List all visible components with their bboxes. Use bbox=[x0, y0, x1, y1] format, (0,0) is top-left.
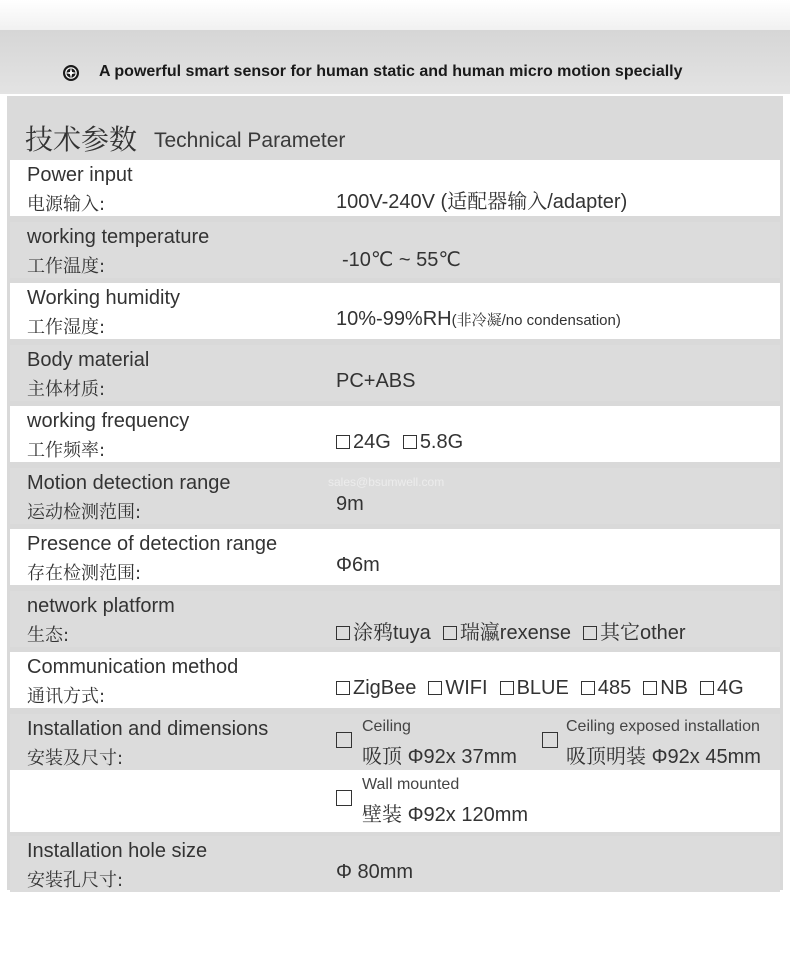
option-zigbee: ZigBee bbox=[336, 677, 416, 699]
checkbox-icon bbox=[700, 681, 714, 695]
banner bbox=[0, 30, 790, 94]
row-label-cn: 存在检测范围: bbox=[27, 563, 142, 584]
row-value: Φ6m bbox=[336, 554, 380, 576]
frequency-options bbox=[336, 431, 475, 454]
row-value: 100V-240V (适配器输入/adapter) bbox=[336, 191, 628, 213]
row-label-en: Working humidity bbox=[27, 287, 181, 309]
checkbox-icon bbox=[500, 681, 514, 695]
checkbox-icon bbox=[643, 681, 657, 695]
spec-row-body-material bbox=[10, 345, 780, 401]
row-value: Φ 80mm bbox=[336, 861, 414, 883]
header-title-cn: 技术参数 bbox=[25, 123, 138, 156]
row-label-en: Body material bbox=[27, 349, 150, 371]
humidity-note: (非冷凝/no condensation) bbox=[451, 312, 621, 329]
checkbox-icon bbox=[583, 626, 597, 640]
option-5-8g: 5.8G bbox=[403, 431, 463, 453]
spec-header bbox=[7, 96, 783, 160]
spec-row-communication-method bbox=[10, 652, 780, 708]
checkbox-icon bbox=[336, 435, 350, 449]
row-label-cn: 安装孔尺寸: bbox=[27, 870, 124, 891]
checkbox-icon bbox=[336, 626, 350, 640]
row-label-en: working frequency bbox=[27, 410, 190, 432]
option-wifi: WIFI bbox=[428, 677, 487, 699]
spec-row-working-temperature bbox=[10, 222, 780, 278]
ceiling-spec: 吸顶 Φ92x 37mm bbox=[362, 746, 517, 768]
checkbox-icon bbox=[336, 732, 352, 748]
watermark: sales@bsumwell.com bbox=[328, 475, 445, 489]
top-band bbox=[0, 0, 790, 30]
wall-spec: 壁装 Φ92x 120mm bbox=[362, 804, 529, 826]
option-rexense: 瑞瀛rexense bbox=[443, 622, 571, 644]
row-value bbox=[336, 308, 621, 331]
row-label-cn: 工作湿度: bbox=[27, 317, 106, 338]
option-24g: 24G bbox=[336, 431, 391, 453]
checkbox-icon bbox=[581, 681, 595, 695]
row-value: -10℃ ~ 55℃ bbox=[342, 249, 461, 271]
row-label-cn: 运动检测范围: bbox=[27, 502, 142, 523]
header-title-en: Technical Parameter bbox=[154, 129, 346, 152]
row-label-cn: 安装及尺寸: bbox=[27, 748, 124, 769]
spec-row-installation-hole-size bbox=[10, 836, 780, 892]
row-label-cn: 工作温度: bbox=[27, 256, 106, 277]
row-label-en: working temperature bbox=[27, 226, 210, 248]
row-label-cn: 通讯方式: bbox=[27, 686, 106, 707]
checkbox-icon bbox=[403, 435, 417, 449]
checkbox-icon bbox=[428, 681, 442, 695]
row-label-cn: 主体材质: bbox=[27, 379, 106, 400]
spec-panel bbox=[7, 96, 783, 890]
row-label-en: Installation and dimensions bbox=[27, 718, 269, 740]
communication-options bbox=[336, 677, 744, 700]
humidity-range: 10%-99%RH bbox=[336, 308, 452, 330]
row-value: 9m bbox=[336, 493, 364, 515]
spec-row-network-platform bbox=[10, 591, 780, 647]
compass-bullet-icon bbox=[62, 64, 80, 82]
ceiling-label-en: Ceiling bbox=[362, 718, 411, 735]
spec-row-working-frequency bbox=[10, 406, 780, 462]
option-4g: 4G bbox=[700, 677, 744, 699]
option-485: 485 bbox=[581, 677, 631, 699]
option-tuya: 涂鸦tuya bbox=[336, 622, 431, 644]
banner-text: A powerful smart sensor for human static and human micro motion specially bbox=[99, 63, 683, 80]
row-label-en: Presence of detection range bbox=[27, 533, 278, 555]
wall-label-en: Wall mounted bbox=[362, 776, 460, 793]
row-label-en: Communication method bbox=[27, 656, 239, 678]
ceiling-exposed-spec: 吸顶明装 Φ92x 45mm bbox=[566, 746, 761, 768]
ceiling-exposed-label-en: Ceiling exposed installation bbox=[566, 718, 760, 735]
checkbox-icon bbox=[336, 790, 352, 806]
spec-row-power-input bbox=[10, 160, 780, 216]
spec-row-installation-wall bbox=[10, 770, 780, 832]
row-label-cn: 生态: bbox=[27, 625, 70, 646]
option-blue: BLUE bbox=[500, 677, 569, 699]
row-label-en: Motion detection range bbox=[27, 472, 231, 494]
checkbox-icon bbox=[443, 626, 457, 640]
row-label-en: network platform bbox=[27, 595, 175, 617]
row-label-cn: 工作频率: bbox=[27, 440, 106, 461]
checkbox-icon bbox=[542, 732, 558, 748]
spec-row-presence-detection-range bbox=[10, 529, 780, 585]
option-other: 其它other bbox=[583, 622, 686, 644]
row-label-en: Installation hole size bbox=[27, 840, 208, 862]
row-label-cn: 电源输入: bbox=[27, 194, 106, 215]
row-label-en: Power input bbox=[27, 164, 133, 186]
platform-options bbox=[336, 616, 698, 645]
spec-row-working-humidity bbox=[10, 283, 780, 339]
spec-row-installation-dimensions bbox=[10, 714, 780, 770]
option-nb: NB bbox=[643, 677, 688, 699]
row-value: PC+ABS bbox=[336, 370, 416, 392]
checkbox-icon bbox=[336, 681, 350, 695]
